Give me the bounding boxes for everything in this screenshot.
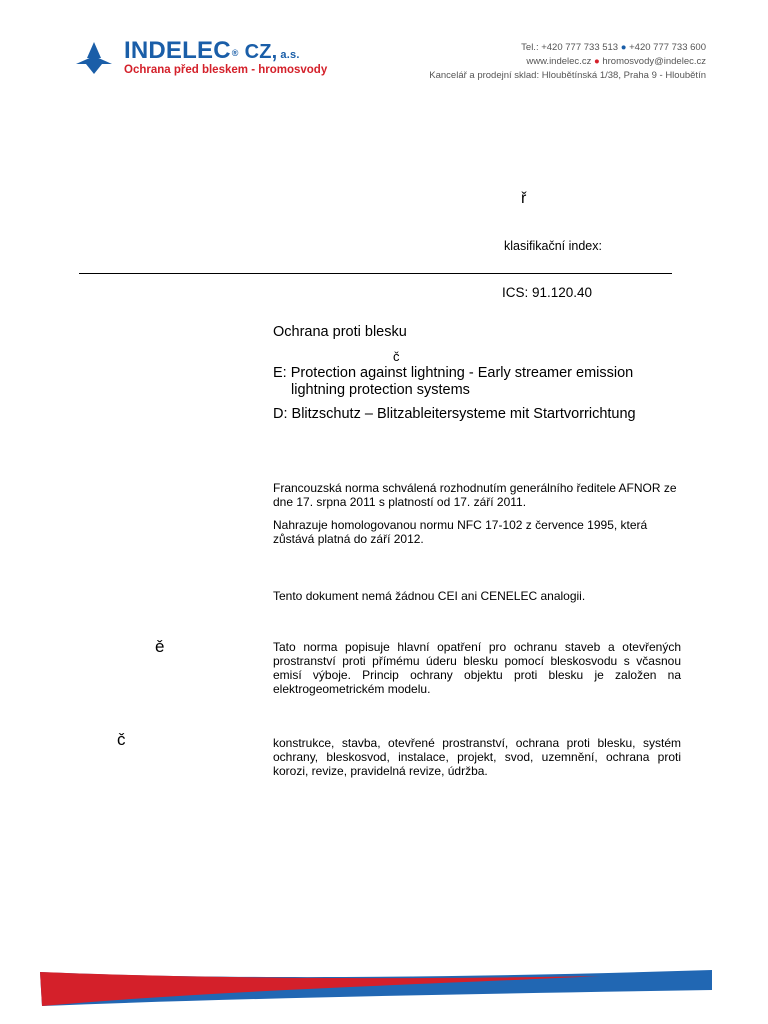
stray-char-c: č xyxy=(393,349,400,364)
footer-brand-band xyxy=(40,968,712,1008)
stray-char-r: ř xyxy=(521,190,527,207)
brand-as: a.s. xyxy=(280,49,300,61)
keywords-paragraph: konstrukce, stavba, otevřené prostranství, ochrana proti blesku, systém ochrany, bleskosvod, instalace, projekt, svod, uzemnění, ochrana proti korozi, revize, pravidelná revize, údržba. xyxy=(273,736,681,778)
indelec-logo-icon xyxy=(76,42,112,74)
title-english xyxy=(273,365,673,399)
separator-dot-icon: ● xyxy=(593,56,600,67)
stray-char-c2: č xyxy=(117,730,126,749)
contact-block xyxy=(429,41,706,83)
title-german: D: Blitzschutz – Blitzableitersysteme mit Startvorrichtung xyxy=(273,406,636,422)
contact-email[interactable]: hromosvody@indelec.cz xyxy=(602,56,706,67)
brand-tagline: Ochrana před bleskem - hromosvody xyxy=(124,64,328,76)
approval-paragraph: Francouzská norma schválená rozhodnutím generálního ředitele AFNOR ze dne 17. srpna 2011 s platností od 17. září 2011. xyxy=(273,481,677,509)
brand-registered-mark: ® xyxy=(231,48,239,58)
title-czech: Ochrana proti blesku xyxy=(273,324,407,340)
brand-cz: CZ, xyxy=(244,41,278,63)
contact-phones xyxy=(429,41,706,55)
brand-indelec: INDELEC xyxy=(124,37,231,64)
ics-code: ICS: 91.120.40 xyxy=(502,285,593,300)
stray-char-e: ě xyxy=(155,637,165,656)
replaces-paragraph: Nahrazuje homologovanou normu NFC 17-102 z července 1995, která zůstává platná do září 2012. xyxy=(273,518,648,546)
contact-web[interactable]: www.indelec.cz xyxy=(526,56,592,67)
divider-line xyxy=(79,273,672,274)
contact-phone-2: +420 777 733 600 xyxy=(629,42,706,53)
contact-phone: Tel.: +420 777 733 513 xyxy=(521,42,619,53)
title-english-line2: lightning protection systems xyxy=(291,382,470,398)
separator-dot-icon: ● xyxy=(620,42,627,53)
abstract-paragraph: Tato norma popisuje hlavní opatření pro ochranu staveb a otevřených prostranství proti přímému úderu blesku pomocí bleskosvodu s včasnou emisí výboje. Princip ochrany objektu proti blesku je založen na elektrogeometrickém modelu. xyxy=(273,640,681,696)
contact-web-email xyxy=(429,55,706,69)
title-english-line1: E: Protection against lightning - Early streamer emission xyxy=(273,365,634,381)
contact-address: Kancelář a prodejní sklad: Hloubětínská 1/38, Praha 9 - Hloubětín xyxy=(429,70,706,81)
classification-label: klasifikační index: xyxy=(504,239,602,253)
cei-paragraph: Tento dokument nemá žádnou CEI ani CENELEC analogii. xyxy=(273,589,586,603)
